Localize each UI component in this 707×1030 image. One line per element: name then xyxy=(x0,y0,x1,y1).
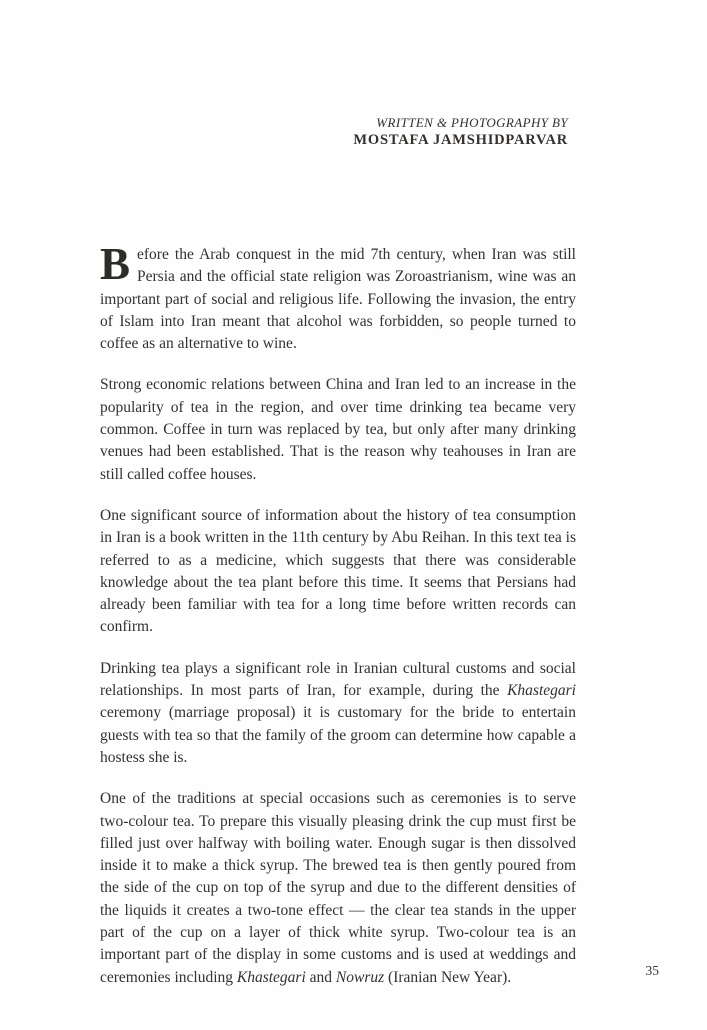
paragraph-text: Strong economic relations between China and Iran led to an increase in the popularity of tea in the region, and over time drinking tea became very common. Coffee in turn was replaced by tea, but only after many drinking venues had been established. That is the reason why teahouses in Iran are still called coffee houses. xyxy=(100,376,576,483)
byline-credit-label: WRITTEN & PHOTOGRAPHY BY xyxy=(376,115,568,130)
paragraph-text: (Iranian New Year). xyxy=(384,968,512,986)
italic-term: Khastegari xyxy=(507,682,576,700)
paragraph-text: and xyxy=(305,968,336,986)
page-number: 35 xyxy=(645,963,659,978)
article-paragraph xyxy=(100,239,576,355)
paragraph-text: ceremony (marriage proposal) it is customary for the bride to entertain guests with tea so that the family of the groom can determine how capable a hostess she is. xyxy=(100,704,576,766)
paragraph-text: One of the traditions at special occasions such as ceremonies is to serve two-colour tea. To prepare this visually pleasing drink the cup must first be filled just over halfway with boiling water. Enough sugar is then dissolved inside it to make a thick syrup. The brewed tea is then gently poured from the side of the cup on top of the syrup and due to the different densities of the liquids it creates a two-tone effect — the clear tea stands in the upper part of the cup on a layer of thick white syrup. Two-colour tea is an important part of the display in some customs and is used at weddings and ceremonies including xyxy=(100,790,576,986)
byline xyxy=(353,114,568,149)
paragraph-text: efore the Arab conquest in the mid 7th century, when Iran was still Persia and the official state religion was Zoroastrianism, wine was an important part of social and religious life. Following the invasion, the entry of Islam into Iran meant that alcohol was forbidden, so people turned to coffee as an alternative to wine. xyxy=(100,246,576,353)
article-paragraph xyxy=(100,374,576,485)
article-paragraph xyxy=(100,788,576,989)
paragraph-text: One significant source of information about the history of tea consumption in Iran is a book written in the 11th century by Abu Reihan. In this text tea is referred to as a medicine, which suggests that there was considerable knowledge about the tea plant before this time. It seems that Persians had already been familiar with tea for a long time before written records can confirm. xyxy=(100,506,576,636)
dropcap-letter: B xyxy=(100,239,131,289)
article-paragraph xyxy=(100,658,576,769)
italic-term: Khastegari xyxy=(236,968,306,986)
byline-author-name: MOSTAFA JAMSHIDPARVAR xyxy=(353,132,568,148)
italic-term: Nowruz xyxy=(335,968,385,986)
article-body xyxy=(100,239,576,989)
paragraph-text: Drinking tea plays a significant role in Iranian cultural customs and social relationships. In most parts of Iran, for example, during the xyxy=(100,659,576,700)
article-paragraph xyxy=(100,505,576,639)
